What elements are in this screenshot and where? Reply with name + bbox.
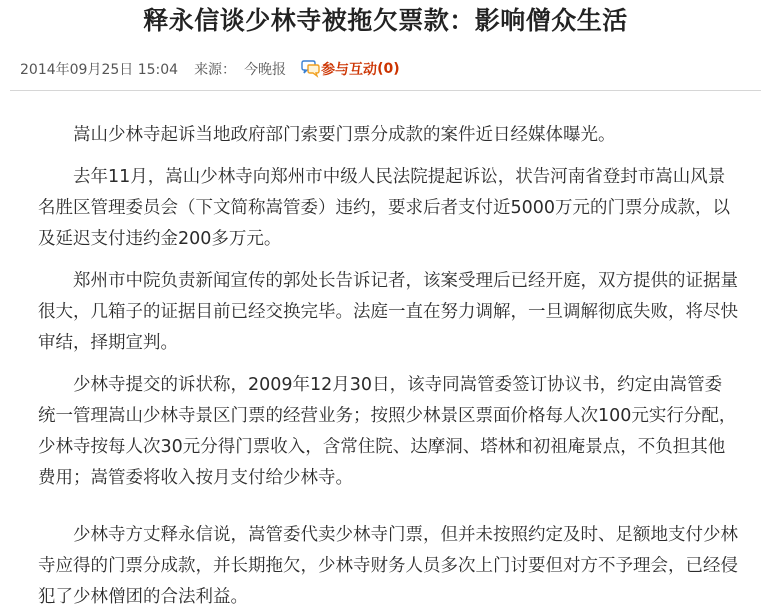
article-meta [20, 58, 400, 80]
interact-link[interactable] [300, 59, 400, 79]
interact-count: (0) [377, 61, 400, 77]
paragraph: 郑州市中院负责新闻宣传的郭处长告诉记者，该案受理后已经开庭，双方提供的证据量很大，几箱子的证据目前已经交换完毕。法庭一直在努力调解，一旦调解彻底失败，将尽快审结，择期宣判。 [38, 271, 738, 353]
header-divider [10, 90, 761, 91]
article-title: 释永信谈少林寺被拖欠票款：影响僧众生活 [143, 6, 628, 35]
source-name: 今晚报 [244, 62, 287, 78]
comment-bubble-icon [300, 60, 320, 78]
paragraph: 少林寺提交的诉状称，2009年12月30日，该寺同嵩管委签订协议书，约定由嵩管委统一管理嵩山少林寺景区门票的经营业务；按照少林景区票面价格每人次100元实行分配，少林寺按每人次30元分得门票收入，含常住院、达摩洞、塔林和初祖庵景点，不负担其他费用；嵩管委将收入按月支付给少林寺。 [38, 375, 737, 488]
publish-date: 2014年09月25日 15:04 [20, 62, 179, 78]
paragraph: 嵩山少林寺起诉当地政府部门索要门票分成款的案件近日经媒体曝光。 [73, 125, 616, 145]
interact-label: 参与互动 [321, 62, 378, 78]
article-body [38, 120, 738, 612]
paragraph: 少林寺方丈释永信说，嵩管委代卖少林寺门票，但并未按照约定及时、足额地支付少林寺应得的门票分成款，并长期拖欠，少林寺财务人员多次上门讨要但对方不予理会，已经侵犯了少林僧团的合法利益。 [38, 525, 738, 607]
source-label: 来源： [194, 62, 237, 78]
paragraph: 去年11月，嵩山少林寺向郑州市中级人民法院提起诉讼，状告河南省登封市嵩山风景名胜区管理委员会（下文简称嵩管委）违约，要求后者支付近5000万元的门票分成款，以及延迟支付违约金200多万元。 [38, 167, 731, 249]
